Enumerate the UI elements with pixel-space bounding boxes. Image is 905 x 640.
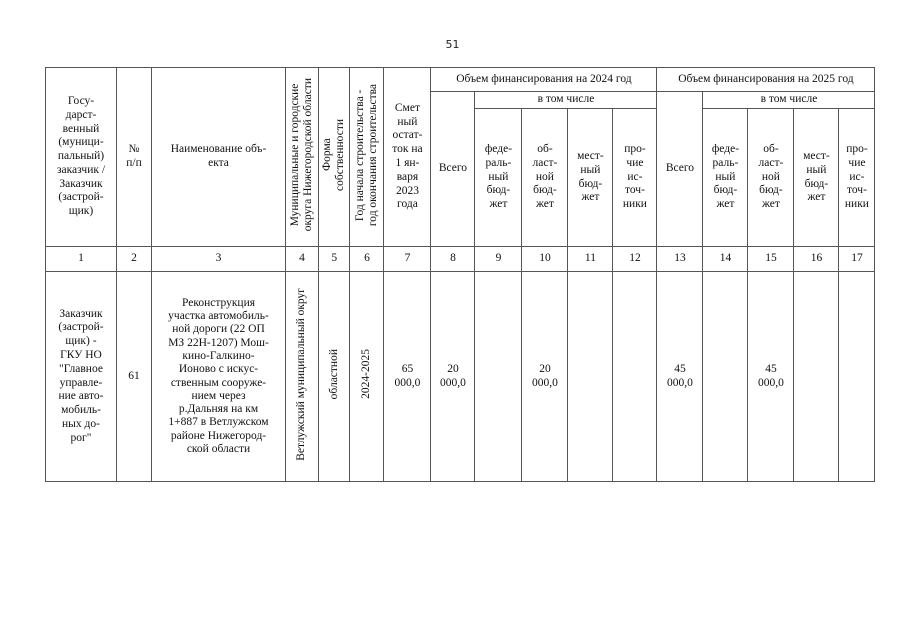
row-2024-regional: 20 000,0 [522, 272, 568, 482]
page-number: 51 [445, 38, 460, 51]
header-estimate: Смет ный остат- ток на 1 ян- варя 2023 года [384, 68, 431, 247]
row-2025-federal [703, 272, 748, 482]
col-num-4: 4 [286, 247, 319, 272]
header-2024-federal: феде- раль- ный бюд- жет [475, 109, 522, 247]
row-2025-other [839, 272, 875, 482]
col-num-11: 11 [568, 247, 613, 272]
col-num-16: 16 [794, 247, 839, 272]
col-num-17: 17 [839, 247, 875, 272]
row-2024-total: 20 000,0 [431, 272, 475, 482]
col-num-10: 10 [522, 247, 568, 272]
row-customer: Заказчик (застрой- щик) - ГКУ НО "Главное управле- ние авто- мобиль- ных до- рог" [46, 272, 117, 482]
header-2025-local: мест- ный бюд- жет [794, 109, 839, 247]
col-num-1: 1 [46, 247, 117, 272]
row-estimate: 65 000,0 [384, 272, 431, 482]
row-object: Реконструкция участка автомобиль- ной дороги (22 ОП МЗ 22Н-1207) Мош- кино-Галкино- Ионово с искус- ственным сооруже- нием через р.Дальняя на км 1+887 в Ветлужском районе Нижегород- ской области [152, 272, 286, 482]
table-row [46, 272, 875, 482]
col-num-12: 12 [613, 247, 657, 272]
header-fin-2024: Объем финансирования на 2024 год [431, 68, 657, 92]
header-object-name: Наименование объ- екта [152, 68, 286, 247]
col-num-9: 9 [475, 247, 522, 272]
header-municipality [286, 68, 319, 247]
col-num-6: 6 [350, 247, 384, 272]
header-2025-incl: в том числе [703, 92, 875, 109]
column-numbers-row [46, 247, 875, 272]
header-municipality-text: Муниципальные и городские округа Нижегородской области [288, 77, 314, 232]
header-2025-federal: феде- раль- ный бюд- жет [703, 109, 748, 247]
col-num-3: 3 [152, 247, 286, 272]
header-2024-regional: об- ласт- ной бюд- жет [522, 109, 568, 247]
row-municipality [286, 272, 319, 482]
row-years-text: 2024-2025 [360, 349, 373, 400]
col-num-7: 7 [384, 247, 431, 272]
header-ownership [319, 68, 350, 247]
header-2024-incl: в том числе [475, 92, 657, 109]
header-num: № п/п [117, 68, 152, 247]
col-num-15: 15 [748, 247, 794, 272]
header-customer: Госу- дарст- венный (муници- пальный) заказчик / Заказчик (застрой- щик) [46, 68, 117, 247]
row-municipality-text: Ветлужский муниципальный округ [295, 287, 308, 461]
header-2024-other: про- чие ис- точ- ники [613, 109, 657, 247]
header-ownership-text: Форма собственности [321, 118, 347, 191]
row-ownership-text: областной [327, 348, 340, 400]
row-years [350, 272, 384, 482]
row-num: 61 [117, 272, 152, 482]
header-years [350, 68, 384, 247]
row-2025-regional: 45 000,0 [748, 272, 794, 482]
col-num-8: 8 [431, 247, 475, 272]
col-num-5: 5 [319, 247, 350, 272]
header-2024-local: мест- ный бюд- жет [568, 109, 613, 247]
col-num-13: 13 [657, 247, 703, 272]
budget-table [45, 67, 875, 482]
header-2025-other: про- чие ис- точ- ники [839, 109, 875, 247]
row-2025-total: 45 000,0 [657, 272, 703, 482]
header-row-1 [46, 68, 875, 92]
header-fin-2025: Объем финансирования на 2025 год [657, 68, 875, 92]
header-2024-total: Всего [431, 92, 475, 247]
col-num-14: 14 [703, 247, 748, 272]
col-num-2: 2 [117, 247, 152, 272]
header-2025-regional: об- ласт- ной бюд- жет [748, 109, 794, 247]
header-years-text: Год начала строительства - год окончания строительства [353, 83, 379, 226]
row-2024-other [613, 272, 657, 482]
row-2024-local [568, 272, 613, 482]
row-2024-federal [475, 272, 522, 482]
header-2025-total: Всего [657, 92, 703, 247]
row-2025-local [794, 272, 839, 482]
row-ownership [319, 272, 350, 482]
